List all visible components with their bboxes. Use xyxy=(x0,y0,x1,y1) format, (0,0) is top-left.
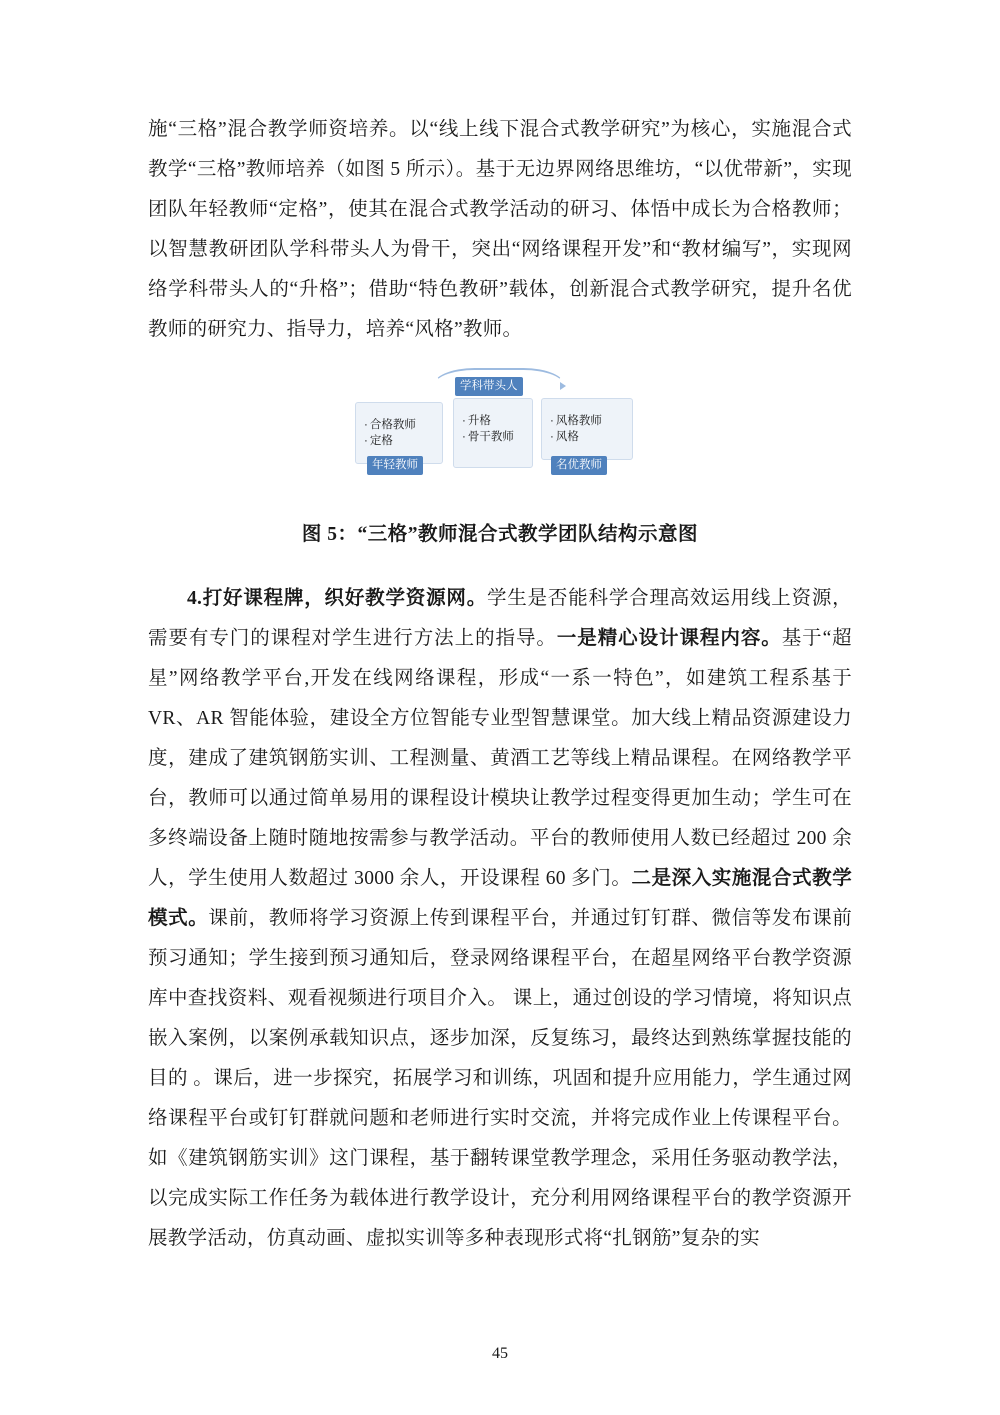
paragraph-2-text-1: 学生是否能科学合理高效运用线上资源，需要有专门的课程对学生进行方法上的指导。 xyxy=(148,588,852,649)
diagram-box-1-item-2: · 定格 xyxy=(364,433,436,449)
page-number: 45 xyxy=(492,1345,508,1362)
figure-diagram xyxy=(355,380,645,500)
paragraph-2-text-3: 课前，教师将学习资源上传到课程平台，并通过钉钉群、微信等发布课前预习通知；学生接到预习通知后，登录网络课程平台，在超星网络平台教学资源库中查找资料、观看视频进行项目介入。 课上，通过创设的学习情境，将知识点嵌入案例，以案例承载知识点，逐步加深，反复练习，最终达到熟练掌握技能的目的 。课后，进一步探究，拓展学习和训练，巩固和提升应用能力，学生通过网络课程平台或钉钉群就问题和老师进行实时交流，并将完成作业上传课程平台。如《建筑钢筋实训》这门课程，基于翻转课堂教学理念，采用任务驱动教学法，以完成实际工作任务为载体进行教学设计，充分利用网络课程平台的教学资源开展教学活动，仿真动画、虚拟实训等多种表现形式将“扎钢筋”复杂的实 xyxy=(148,908,852,1249)
diagram-box-3-item-2: · 风格 xyxy=(550,429,626,445)
diagram-tag-young-teacher: 年轻教师 xyxy=(367,456,423,475)
diagram-box-3-item-1: · 风格教师 xyxy=(550,413,626,429)
diagram-box-2-item-1: · 升格 xyxy=(462,413,526,429)
diagram-tag-famous-teacher: 名优教师 xyxy=(551,456,607,475)
paragraph-2-lead: 4.打好课程牌，织好教学资源网。 xyxy=(187,588,487,609)
paragraph-2-bold-2: 二是深入实施混合式教学模式。 xyxy=(148,868,853,929)
figure-caption: 图 5：“三格”教师混合式教学团队结构示意图 xyxy=(301,524,699,545)
diagram-tag-subject-leader: 学科带头人 xyxy=(455,377,523,396)
body-paragraph-2 xyxy=(148,579,852,1259)
figure-5 xyxy=(148,380,852,545)
diagram-box-2-item-2: · 骨干教师 xyxy=(462,429,526,445)
paragraph-2-text-2: 基于“超星”网络教学平台,开发在线网络课程，形成“一系一特色”，如建筑工程系基于 VR、AR 智能体验，建设全方位智能专业型智慧课堂。加大线上精品资源建设力度，建成了建筑钢筋实训、工程测量、黄酒工艺等线上精品课程。在网络教学平台，教师可以通过简单易用的课程设计模块让教学过程变得更加生动；学生可在多终端设备上随时随地按需参与教学活动。平台的教师使用人数已经超过 200 余人，学生使用人数超过 3000 余人，开设课程 60 多门。 xyxy=(148,628,852,889)
diagram-box-2 xyxy=(453,398,533,468)
diagram-box-3 xyxy=(541,398,633,460)
diagram-box-1 xyxy=(355,402,443,464)
paragraph-2-bold-1: 一是精心设计课程内容。 xyxy=(556,628,782,649)
diagram-box-1-item-1: · 合格教师 xyxy=(364,417,436,433)
body-paragraph-1: 施“三格”混合教学师资培养。以“线上线下混合式教学研究”为核心，实施混合式教学“三格”教师培养（如图 5 所示）。基于无边界网络思维坊，“以优带新”，实现团队年轻教师“定格”，使其在混合式教学活动的研习、体悟中成长为合格教师；以智慧教研团队学科带头人为骨干，突出“网络课程开发”和“教材编写”，实现网络学科带头人的“升格”；借助“特色教研”载体，创新混合式教学研究，提升名优教师的研究力、指导力，培养“风格”教师。 xyxy=(148,119,852,340)
